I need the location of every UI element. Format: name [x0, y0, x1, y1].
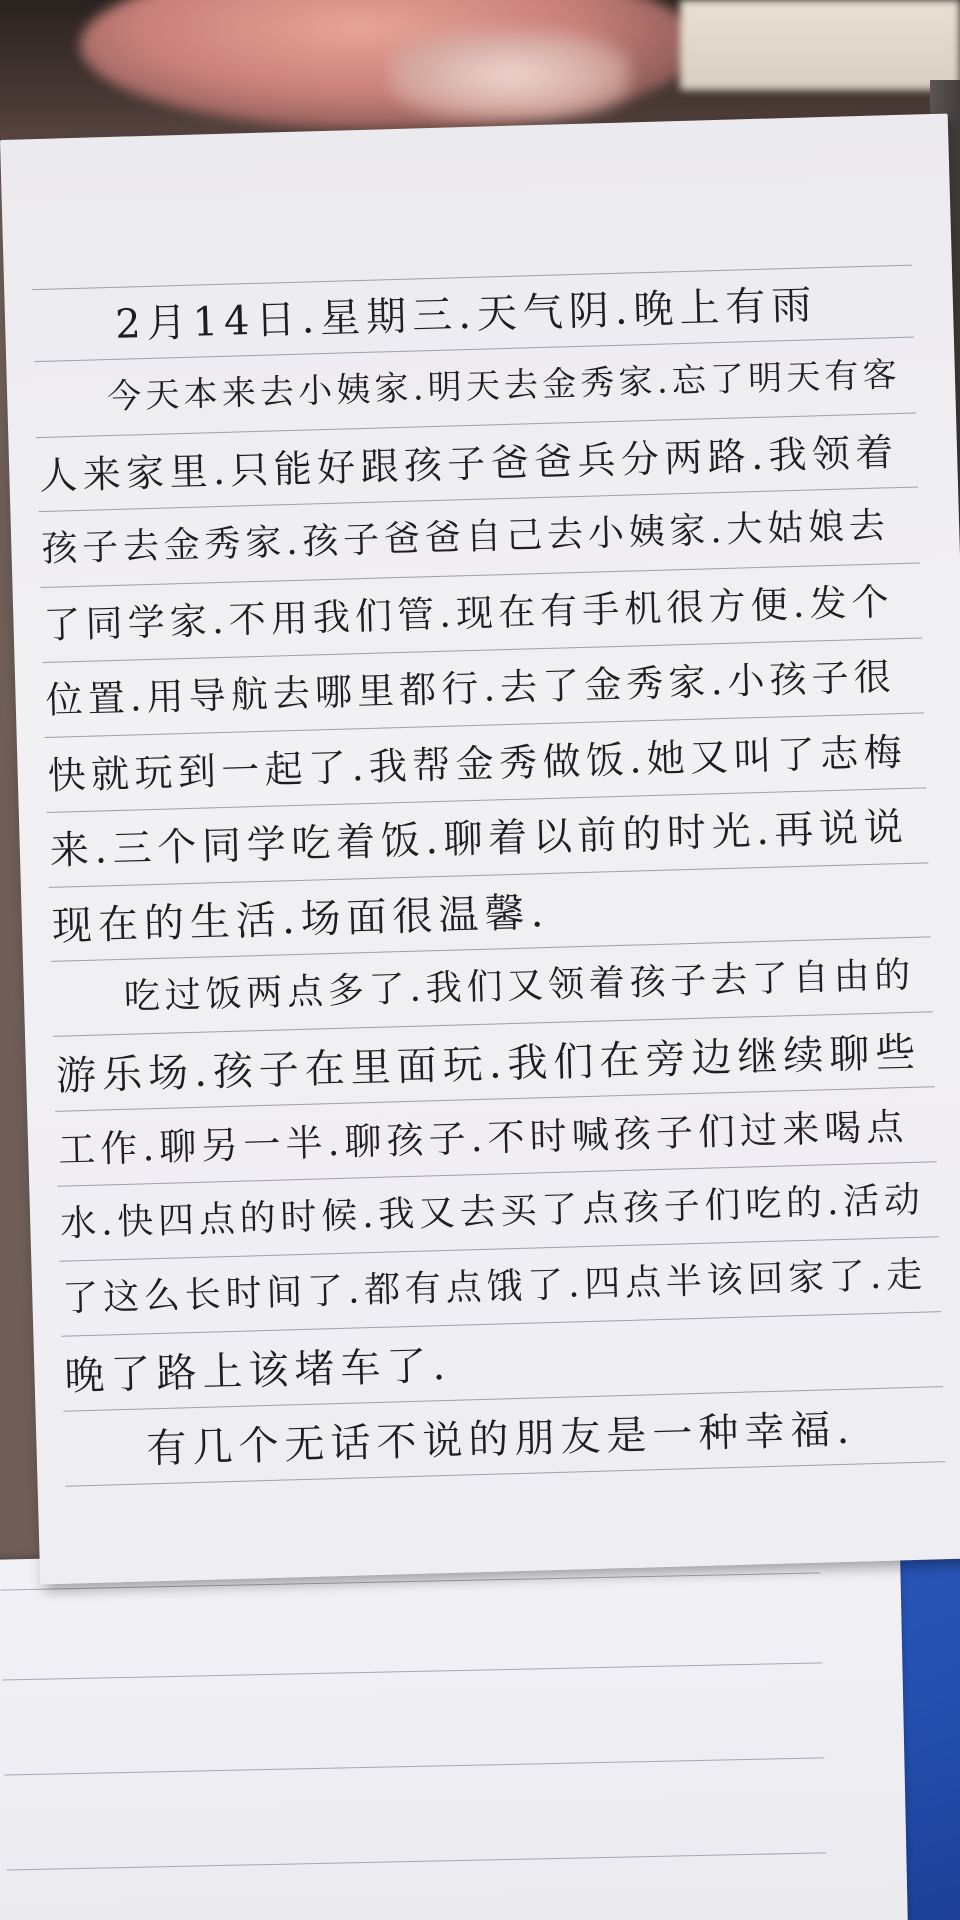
lower-paper-sheet	[0, 1541, 909, 1920]
notebook-page	[0, 114, 960, 1585]
ruled-line	[4, 1757, 824, 1775]
blurred-object-highlight	[390, 30, 630, 120]
closing-line: 有几个无话不说的朋友是一种幸福.	[145, 1406, 856, 1473]
paragraph-1-line: 人来家里.只能好跟孩子爸爸兵分两路.我领着	[38, 430, 900, 499]
paragraph-1-line: 快就玩到一起了.我帮金秀做饭.她又叫了志梅	[47, 729, 908, 798]
paragraph-2-line: 水.快四点的时候.我又去买了点孩子们吃的.活动	[59, 1179, 926, 1245]
paragraph-2-line: 吃过饭两点多了.我们又领着孩子去了自由的	[123, 954, 916, 1018]
paragraph-1-line: 现在的生活.场面很温馨.	[51, 889, 550, 950]
paragraph-2-line: 游乐场.孩子在里面玩.我们在旁边继续聊些	[55, 1029, 922, 1100]
paragraph-1-line: 位置.用导航去哪里都行.去了金秀家.小孩子很	[45, 655, 897, 722]
date-line: 2月14日.星期三.天气阴.晚上有雨	[114, 282, 819, 348]
ruled-line	[3, 1662, 823, 1680]
paragraph-1-line: 孩子去金秀家.孩子爸爸自己去小姨家.大姑娘去	[40, 505, 891, 570]
paragraph-1-line: 今天本来去小姨家.明天去金秀家.忘了明天有客	[106, 354, 902, 418]
paragraph-1-line: 了同学家.不用我们管.现在有手机很方便.发个	[42, 580, 895, 647]
ruled-line	[6, 1852, 826, 1870]
background-light	[680, 0, 960, 90]
paragraph-2-line: 了这么长时间了.都有点饿了.四点半该回家了.走	[61, 1254, 928, 1320]
paragraph-1-line: 来.三个同学吃着饭.聊着以前的时光.再说说	[49, 804, 910, 874]
paragraph-2-line: 晚了路上该堵车了.	[63, 1342, 452, 1400]
paragraph-2-line: 工作.聊另一半.聊孩子.不时喊孩子们过来喝点	[57, 1105, 909, 1172]
